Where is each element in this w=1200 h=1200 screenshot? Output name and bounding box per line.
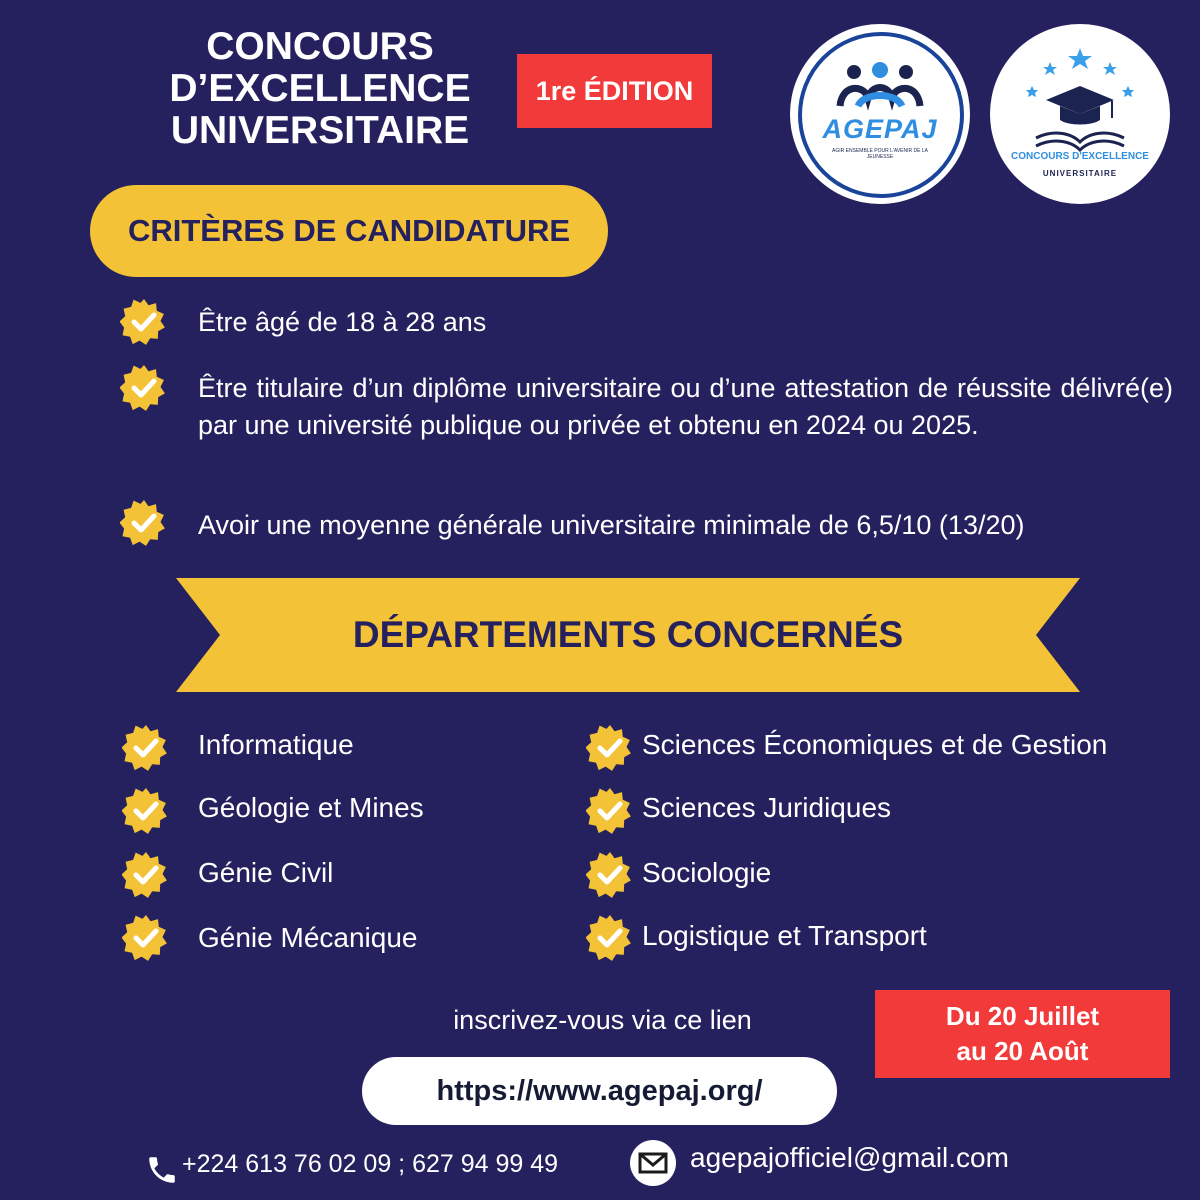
edition-badge <box>517 54 712 128</box>
check-badge-icon <box>122 787 170 835</box>
envelope-icon <box>630 1140 676 1186</box>
check-badge-icon <box>122 851 170 899</box>
mail-icon <box>630 1140 676 1186</box>
departments-heading-label: DÉPARTEMENTS CONCERNÉS <box>352 614 904 655</box>
departments-heading <box>176 578 1080 692</box>
concours-logo-line1: CONCOURS D'EXCELLENCE <box>1011 151 1149 162</box>
open-book-icon <box>1036 133 1124 150</box>
agepaj-tagline: AGIR ENSEMBLE POUR L'AVENIR DE LA JEUNESSE <box>832 148 928 160</box>
graduation-cap-icon <box>1020 46 1140 164</box>
email-address[interactable]: agepajofficiel@gmail.com <box>690 1142 1009 1173</box>
check-badge-icon <box>122 724 170 772</box>
registration-url[interactable]: https://www.agepaj.org/ <box>436 1074 763 1107</box>
edition-label: 1re ÉDITION <box>535 75 694 106</box>
page-title <box>110 26 530 152</box>
check-badge-icon <box>120 364 168 412</box>
department-item: Sciences Juridiques <box>642 792 892 823</box>
check-badge-icon <box>586 724 634 772</box>
department-item: Génie Civil <box>198 857 334 888</box>
concours-logo <box>990 24 1170 204</box>
dates-line-2: au 20 Août <box>956 1036 1089 1066</box>
criteria-heading-label: CRITÈRES DE CANDIDATURE <box>127 213 571 248</box>
department-item: Logistique et Transport <box>642 920 927 951</box>
criteria-item: Être âgé de 18 à 28 ans <box>198 307 487 337</box>
title-line-1: CONCOURS <box>206 25 434 68</box>
phone-icon <box>145 1153 179 1187</box>
phone-number: +224 613 76 02 09 ; 627 94 99 49 <box>182 1150 559 1178</box>
department-item: Génie Mécanique <box>198 922 418 953</box>
people-icon <box>834 62 926 112</box>
agepaj-wordmark: AGEPAJ <box>822 114 938 144</box>
department-item: Informatique <box>198 729 354 760</box>
concours-logo-line2: UNIVERSITAIRE <box>1042 169 1118 178</box>
department-item: Sociologie <box>642 857 772 888</box>
check-badge-icon <box>586 787 634 835</box>
title-line-3: UNIVERSITAIRE <box>170 109 470 152</box>
registration-link[interactable] <box>362 1057 837 1125</box>
title-line-2: D’EXCELLENCE <box>169 67 471 110</box>
registration-dates <box>875 990 1170 1078</box>
check-badge-icon <box>120 298 168 346</box>
check-badge-icon <box>120 499 168 547</box>
criteria-item: Avoir une moyenne générale universitaire minimale de 6,5/10 (13/20) <box>198 510 1025 540</box>
check-badge-icon <box>586 851 634 899</box>
criteria-item: Être titulaire d’un diplôme universitaire ou d’une attestation de réussite délivré(e) par une université publique ou privée et obtenu en 2024 ou 2025. <box>198 373 1173 440</box>
dates-line-1: Du 20 Juillet <box>945 1001 1100 1031</box>
check-badge-icon <box>586 914 634 962</box>
criteria-heading <box>90 185 608 277</box>
check-badge-icon <box>122 914 170 962</box>
department-item: Géologie et Mines <box>198 792 424 823</box>
agepaj-logo <box>790 24 970 204</box>
department-item: Sciences Économiques et de Gestion <box>642 729 1108 760</box>
registration-invite: inscrivez-vous via ce lien <box>453 1005 752 1035</box>
